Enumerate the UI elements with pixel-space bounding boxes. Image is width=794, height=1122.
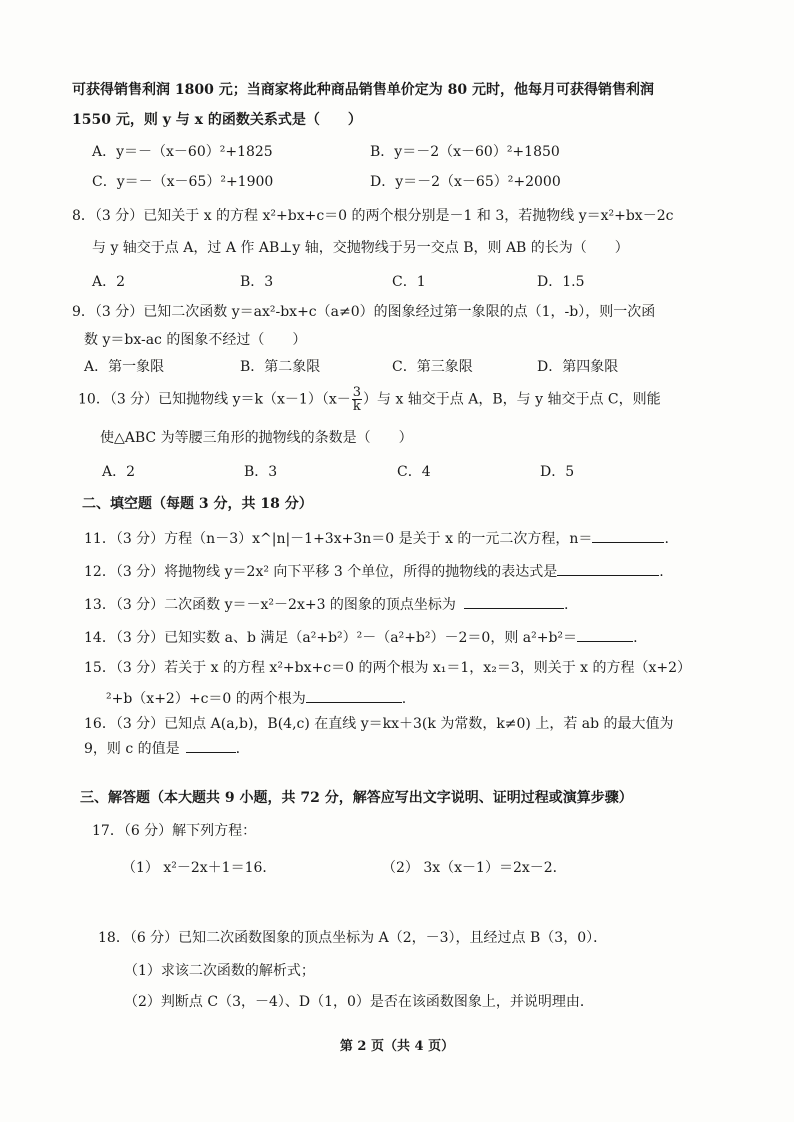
q16-body: 9，则 c 的值是: [84, 741, 180, 757]
q10-text-line2: 使△ABC 为等腰三角形的抛物线的条数是（ ）: [100, 430, 413, 446]
q18-part2: （2）判断点 C（3，－4）、D（1，0）是否在该函数图象上，并说明理由．: [124, 994, 594, 1010]
q7-option-c: C．y＝－（x－65）²+1900: [92, 174, 274, 190]
q15-answer-blank[interactable]: [306, 688, 402, 703]
q10-option-c: C．4: [397, 464, 431, 480]
q11-end: .: [664, 531, 669, 547]
q7-option-b: B．y＝－2（x－60）²+1850: [370, 144, 560, 160]
q12-text: [84, 561, 664, 582]
q7-option-d: D．y＝－2（x－65）²+2000: [370, 174, 561, 190]
section3-heading: 三、解答题（本大题共 9 小题，共 72 分，解答应写出文字说明、证明过程或演算步骤）: [80, 790, 633, 806]
q15-body: ²+b（x+2）+c＝0 的两个根为: [106, 691, 306, 707]
q7-option-a: A．y＝－（x－60）²+1825: [92, 144, 273, 160]
q10-option-d: D．5: [540, 464, 575, 480]
q10-option-b: B．3: [244, 464, 278, 480]
q14-end: .: [633, 630, 638, 646]
q13-body: 13．（3 分）二次函数 y＝－x²－2x+3 的图象的顶点坐标为: [84, 597, 456, 613]
q18-part1: （1）求该二次函数的解析式；: [124, 963, 315, 979]
q13-answer-blank[interactable]: [464, 594, 564, 609]
q13-end: .: [563, 597, 569, 613]
q14-body: 14．（3 分）已知实数 a、b 满足（a²+b²）²－（a²+b²）－2＝0，则 a²+b²＝: [84, 630, 578, 646]
q11-answer-blank[interactable]: [592, 528, 664, 543]
q14-text: [84, 627, 638, 648]
q9-text-line1: 9．（3 分）已知二次函数 y＝ax²-bx+c（a≠0）的图象经过第一象限的点（1，-b），则一次函: [72, 304, 656, 320]
q17-part2: （2） 3x（x－1）＝2x－2．: [382, 860, 567, 876]
q8-option-d: D．1.5: [537, 274, 585, 290]
q16-text-line2: [84, 738, 240, 759]
q10-text-line1: [78, 386, 661, 413]
q7-text-line2: 1550 元，则 y 与 x 的函数关系式是（ ）: [72, 112, 362, 128]
q8-option-b: B．3: [240, 274, 274, 290]
q8-text-line1: 8．（3 分）已知关于 x 的方程 x²+bx+c＝0 的两个根分别是－1 和 3，若抛物线 y＝x²+bx－2c: [72, 208, 674, 224]
q11-body: 11．（3 分）方程（n－3）x^|n|－1+3x+3n＝0 是关于 x 的一元二次方程，n＝: [84, 531, 593, 547]
q10-suffix: ）与 x 轴交于点 A，B，与 y 轴交于点 C，则能: [363, 391, 661, 408]
q14-answer-blank[interactable]: [577, 627, 633, 642]
q17-part1: （1） x²－2x＋1＝16．: [122, 860, 277, 876]
q10-frac-num: 3: [352, 385, 361, 400]
q7-text-line1: 可获得销售利润 1800 元；当商家将此种商品销售单价定为 80 元时，他每月可获得销售利润: [72, 82, 654, 98]
q16-text-line1: 16．（3 分）已知点 A(a,b)，B(4,c) 在直线 y＝kx＋3(k 为常数，k≠0) 上，若 ab 的最大值为: [84, 716, 674, 732]
q9-text-line2: 数 y＝bx-ac 的图象不经过（ ）: [84, 332, 307, 348]
q16-answer-blank[interactable]: [186, 738, 236, 753]
q10-fraction: [352, 386, 362, 413]
q15-text-line1: 15．（3 分）若关于 x 的方程 x²+bx+c＝0 的两个根为 x₁＝1，x₂＝3，则关于 x 的方程（x+2）: [84, 660, 692, 676]
q8-option-c: C．1: [392, 274, 426, 290]
q9-option-a: A．第一象限: [84, 359, 165, 375]
q9-option-c: C．第三象限: [392, 359, 473, 375]
q15-end: .: [401, 691, 407, 707]
q8-option-a: A．2: [92, 274, 126, 290]
q10-frac-den: k: [352, 399, 361, 414]
q15-text-line2: [106, 688, 406, 709]
page-footer: 第 2 页（共 4 页）: [339, 1039, 455, 1054]
q16-end: .: [235, 741, 241, 757]
q12-body: 12．（3 分）将抛物线 y＝2x² 向下平移 3 个单位，所得的抛物线的表达式是: [84, 564, 558, 580]
q10-prefix: 10．（3 分）已知抛物线 y＝k（x－1）（x－: [78, 391, 351, 408]
q12-end: .: [659, 564, 664, 580]
q13-text: [84, 594, 568, 615]
q9-option-b: B．第二象限: [240, 359, 321, 375]
q9-option-d: D．第四象限: [537, 359, 619, 375]
q17-text: 17．（6 分）解下列方程：: [92, 823, 257, 839]
section2-heading: 二、填空题（每题 3 分，共 18 分）: [82, 496, 313, 512]
q8-text-line2: 与 y 轴交于点 A，过 A 作 AB⊥y 轴，交抛物线于另一交点 B，则 AB 的长为（ ）: [92, 240, 629, 256]
q11-text: [84, 528, 669, 549]
q10-option-a: A．2: [102, 464, 136, 480]
q12-answer-blank[interactable]: [557, 561, 659, 576]
q18-text: 18．（6 分）已知二次函数图象的顶点坐标为 A（2，－3），且经过点 B（3，0）．: [98, 930, 608, 946]
